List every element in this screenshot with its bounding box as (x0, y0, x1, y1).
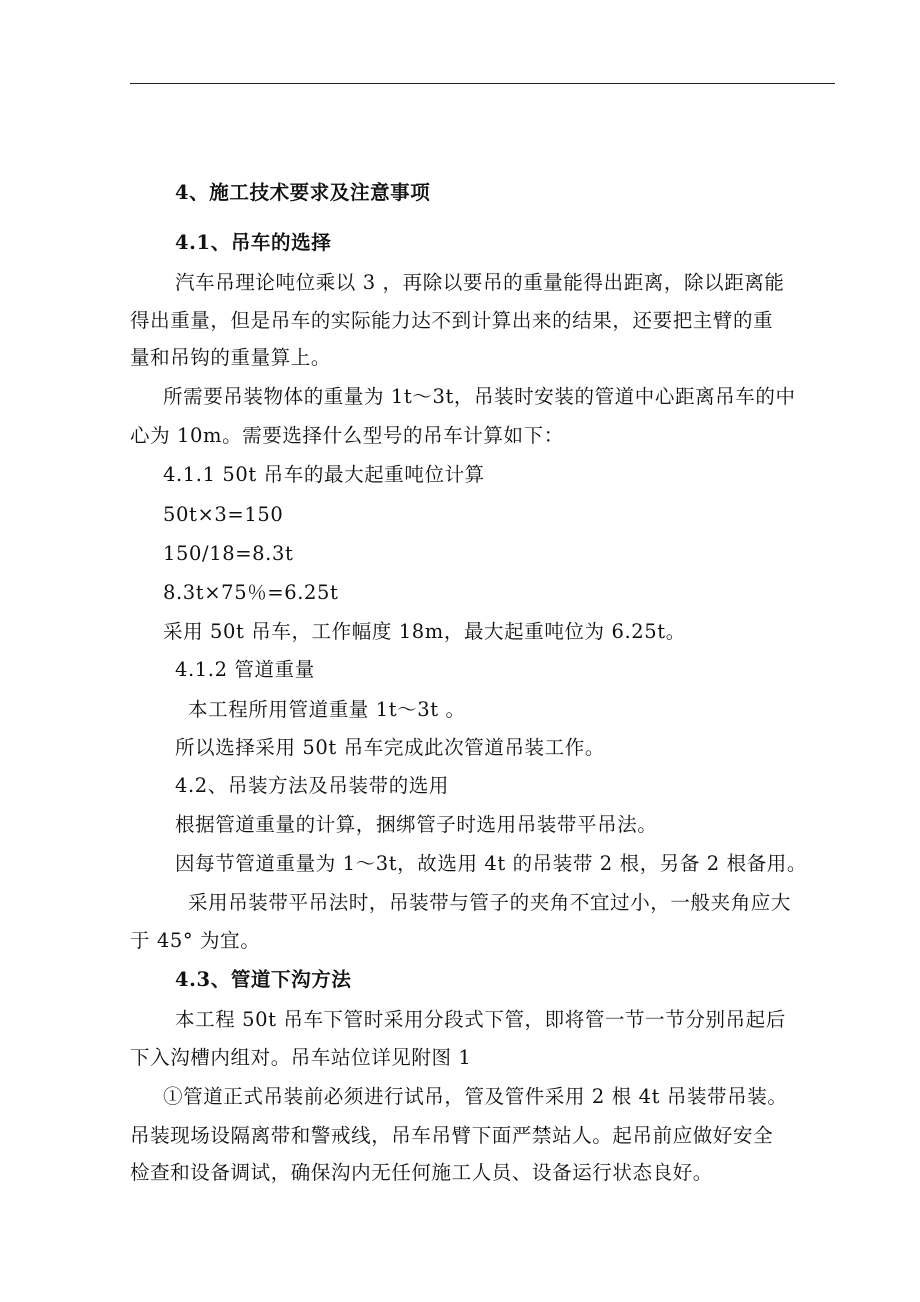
paragraph-line: 因每节管道重量为 1～3t，故选用 4t 的吊装带 2 根，另备 2 根备用。 (175, 852, 807, 875)
paragraph-line: 本工程 50t 吊车下管时采用分段式下管，即将管一节一节分别吊起后 (175, 1008, 786, 1031)
calc-line: 8.3t×75％=6.25t (163, 581, 339, 604)
section-heading: 4、施工技术要求及注意事项 (175, 181, 431, 204)
subsection-title-4-1-2: 4.1.2 管道重量 (175, 658, 315, 681)
subsection-title-4-1-1: 4.1.1 50t 吊车的最大起重吨位计算 (163, 463, 485, 486)
paragraph-line: 量和吊钩的重量算上。 (130, 346, 332, 369)
calc-line: 50t×3=150 (163, 503, 284, 526)
paragraph-line: 本工程所用管道重量 1t～3t 。 (188, 698, 466, 721)
paragraph-line: 检查和设备调试，确保沟内无任何施工人员、设备运行状态良好。 (130, 1161, 713, 1184)
calc-line: 150/18=8.3t (163, 542, 294, 565)
subsection-title-4-1: 4.1、吊车的选择 (175, 231, 332, 254)
paragraph-line: 所以选择采用 50t 吊车完成此次管道吊装工作。 (175, 736, 605, 759)
header-rule (130, 83, 835, 84)
paragraph-line: 根据管道重量的计算，捆绑管子时选用吊装带平吊法。 (175, 813, 658, 836)
paragraph-line: 下入沟槽内组对。吊车站位详见附图 1 (130, 1046, 472, 1069)
subsection-title-4-3: 4.3、管道下沟方法 (175, 968, 352, 991)
subsection-title-4-2: 4.2、吊装方法及吊装带的选用 (175, 774, 450, 797)
paragraph-line: 所需要吊装物体的重量为 1t～3t，吊装时安装的管道中心距离吊车的中 (163, 385, 796, 408)
conclusion-line: 采用 50t 吊车，工作幅度 18m，最大起重吨位为 6.25t。 (163, 620, 686, 643)
paragraph-line: 采用吊装带平吊法时，吊装带与管子的夹角不宜过小，一般夹角应大 (188, 891, 792, 914)
paragraph-line: 于 45° 为宜。 (130, 929, 261, 952)
paragraph-line: 汽车吊理论吨位乘以 3 ，再除以要吊的重量能得出距离，除以距离能 (175, 271, 785, 294)
paragraph-line: ①管道正式吊装前必须进行试吊，管及管件采用 2 根 4t 吊装带吊装。 (163, 1085, 788, 1108)
paragraph-line: 得出重量，但是吊车的实际能力达不到计算出来的结果，还要把主臂的重 (130, 309, 774, 332)
paragraph-line: 心为 10m。需要选择什么型号的吊车计算如下： (130, 424, 564, 447)
paragraph-line: 吊装现场设隔离带和警戒线，吊车吊臂下面严禁站人。起吊前应做好安全 (130, 1124, 774, 1147)
